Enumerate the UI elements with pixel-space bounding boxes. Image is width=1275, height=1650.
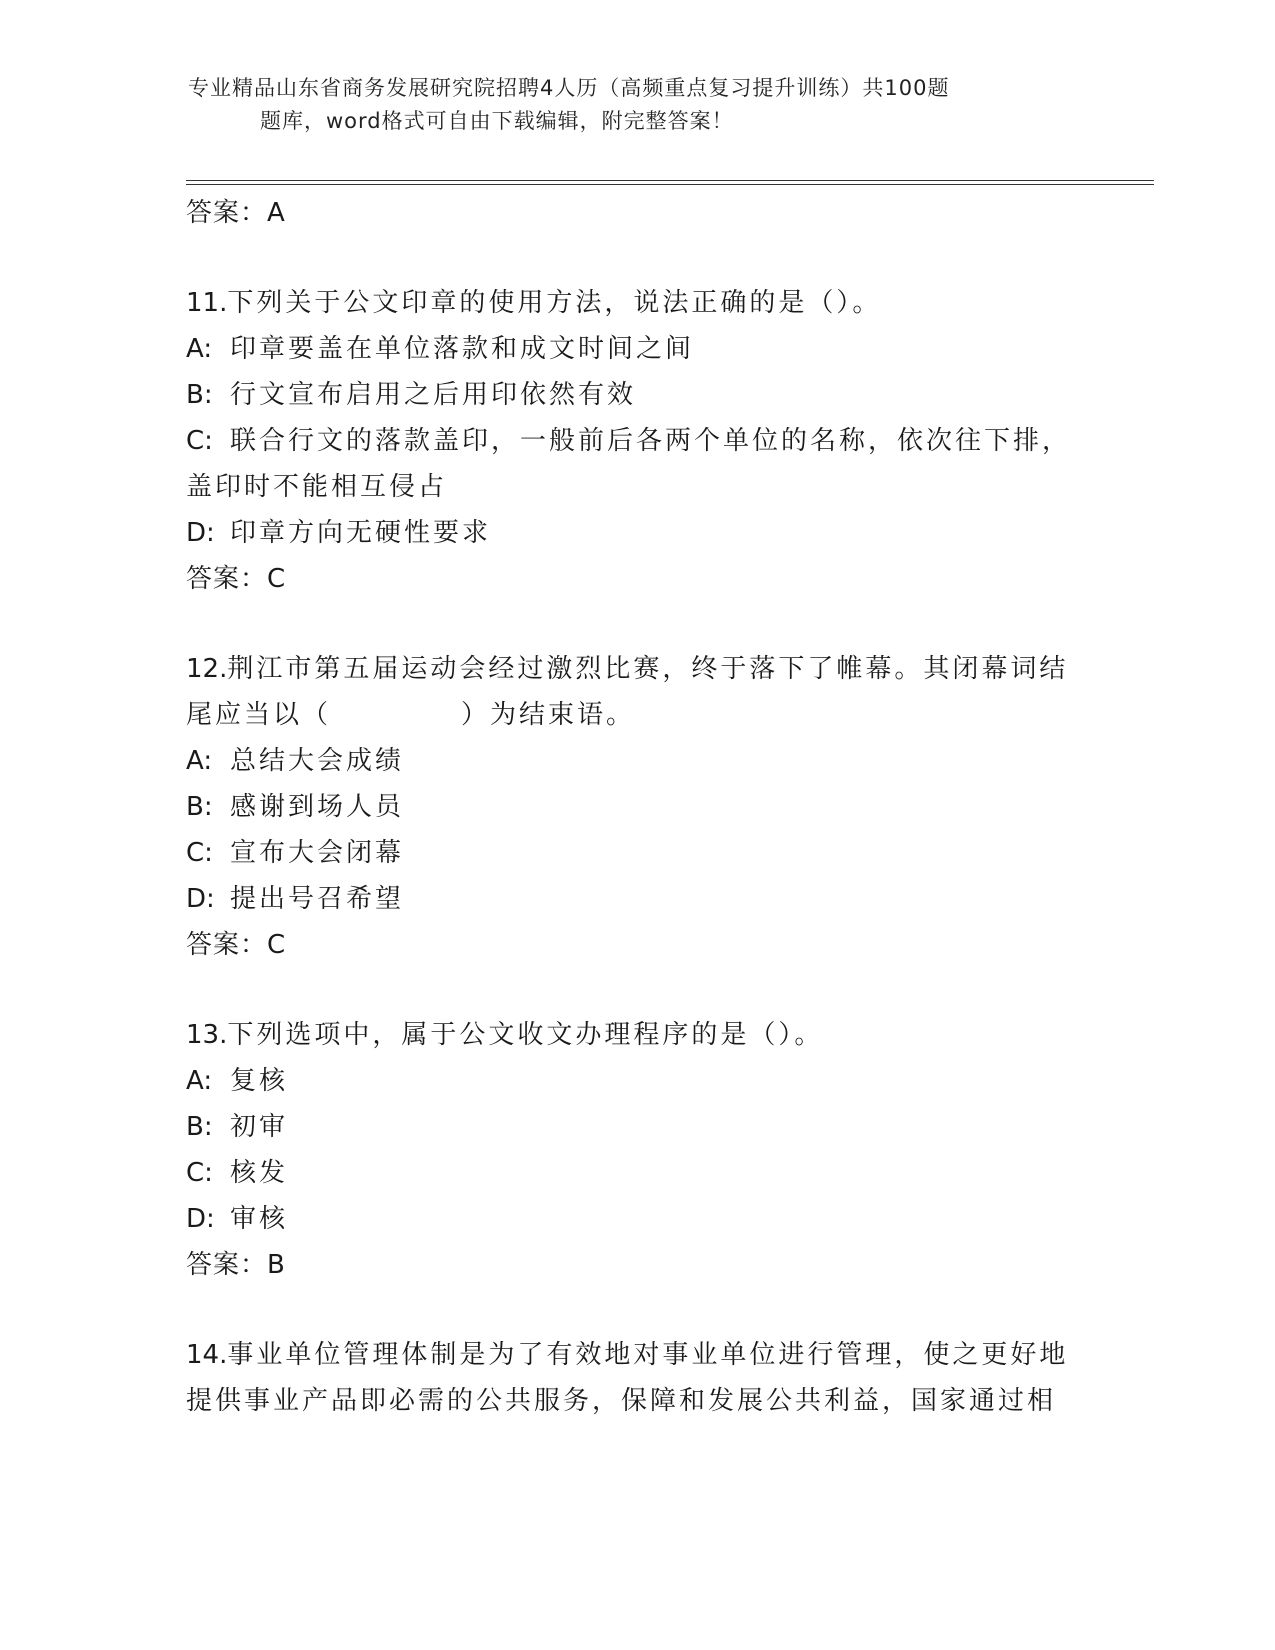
option-d	[186, 510, 1086, 556]
option-key: D:	[186, 518, 215, 548]
question-stem	[186, 1012, 1086, 1058]
question-number: 13.	[186, 1020, 228, 1050]
option-key: B:	[186, 792, 213, 822]
question-number: 14.	[186, 1340, 228, 1370]
option-key: C:	[186, 426, 213, 456]
question-stem	[186, 280, 1086, 326]
option-text: 印章要盖在单位落款和成文时间之间	[230, 334, 695, 364]
option-text: 印章方向无硬性要求	[230, 518, 492, 548]
answer-line: 答案：C	[186, 930, 287, 960]
option-b	[186, 372, 1086, 418]
option-text: 审核	[230, 1204, 289, 1234]
option-c-continued: 盖印时不能相互侵占	[186, 472, 448, 502]
stem-text: 事业单位管理体制是为了有效地对事业单位进行管理，使之更好地	[227, 1340, 1069, 1370]
option-c	[186, 830, 1086, 876]
option-key: C:	[186, 838, 213, 868]
answer-line: 答案：A	[186, 198, 286, 228]
question-13	[186, 1012, 1086, 1288]
question-list	[186, 190, 1086, 1424]
stem-text: 尾应当以（	[186, 700, 332, 730]
option-a	[186, 1058, 1086, 1104]
answer-line: 答案：B	[186, 1250, 286, 1280]
option-text: 提出号召希望	[230, 884, 405, 914]
header-line-1: 专业精品山东省商务发展研究院招聘4人历（高频重点复习提升训练）共100题	[188, 76, 950, 100]
option-key: B:	[186, 380, 213, 410]
option-text: 复核	[230, 1066, 289, 1096]
option-c	[186, 418, 1086, 464]
option-d	[186, 876, 1086, 922]
question-stem	[186, 1332, 1086, 1378]
stem-text: 下列选项中，属于公文收文办理程序的是（）。	[227, 1020, 824, 1050]
answer-line: 答案：C	[186, 564, 287, 594]
option-key: A:	[186, 334, 213, 364]
option-key: A:	[186, 746, 213, 776]
option-d	[186, 1196, 1086, 1242]
option-b	[186, 784, 1086, 830]
question-number: 11.	[186, 288, 228, 318]
header-divider	[186, 180, 1154, 181]
option-key: D:	[186, 884, 215, 914]
stem-text: 荆江市第五届运动会经过激烈比赛，终于落下了帷幕。其闭幕词结	[227, 654, 1069, 684]
option-b	[186, 1104, 1086, 1150]
question-14	[186, 1332, 1086, 1424]
stem-text: 下列关于公文印章的使用方法，说法正确的是（）。	[227, 288, 882, 318]
option-text: 核发	[230, 1158, 289, 1188]
stem-text: ）为结束语。	[461, 700, 636, 730]
option-c	[186, 1150, 1086, 1196]
option-text: 行文宣布启用之后用印依然有效	[230, 380, 637, 410]
option-text: 总结大会成绩	[230, 746, 405, 776]
question-11	[186, 280, 1086, 602]
question-stem	[186, 646, 1086, 692]
question-stem-continued: 提供事业产品即必需的公共服务，保障和发展公共利益，国家通过相	[186, 1386, 1057, 1416]
option-text: 宣布大会闭幕	[230, 838, 405, 868]
option-key: D:	[186, 1204, 215, 1234]
page-header	[188, 72, 1068, 138]
option-key: A:	[186, 1066, 213, 1096]
option-key: C:	[186, 1158, 213, 1188]
option-text: 感谢到场人员	[230, 792, 405, 822]
question-stem-continued	[186, 692, 1086, 738]
option-text: 联合行文的落款盖印，一般前后各两个单位的名称，依次往下排，	[230, 426, 1072, 456]
option-key: B:	[186, 1112, 213, 1142]
question-number: 12.	[186, 654, 228, 684]
option-text: 初审	[230, 1112, 289, 1142]
option-a	[186, 738, 1086, 784]
header-divider-second	[186, 184, 1154, 185]
question-12	[186, 646, 1086, 968]
header-line-2: 题库，word格式可自由下载编辑，附完整答案！	[260, 109, 734, 133]
option-a	[186, 326, 1086, 372]
